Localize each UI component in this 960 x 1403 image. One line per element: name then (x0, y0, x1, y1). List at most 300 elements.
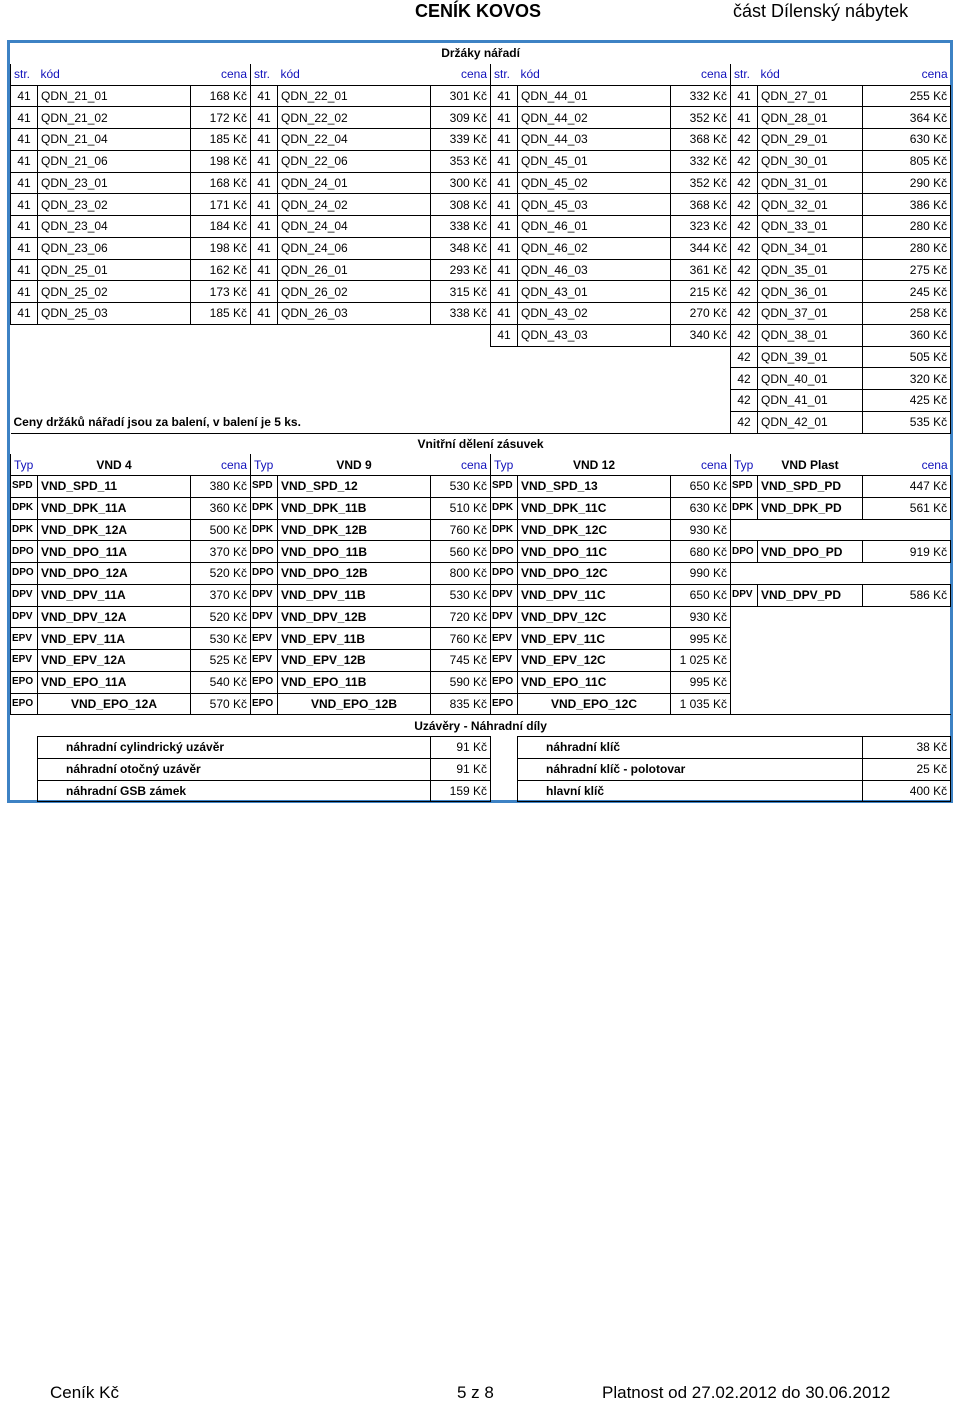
holders-row (11, 85, 951, 107)
divider-price: 650 Kč (671, 584, 731, 606)
divider-code: VND_DPO_12C (518, 563, 671, 585)
holder-page: 41 (251, 237, 278, 259)
holder-code: QDN_42_01 (758, 411, 863, 433)
section-title-row (11, 715, 951, 737)
dividers-row (11, 693, 951, 715)
divider-price: 930 Kč (671, 606, 731, 628)
empty-cell (431, 324, 491, 346)
divider-type: DPO (11, 541, 38, 563)
holder-code: QDN_31_01 (758, 172, 863, 194)
lock-item-name: náhradní cylindrický uzávěr (38, 737, 431, 759)
empty-cell (11, 737, 38, 759)
empty-cell (518, 368, 671, 390)
holder-page: 42 (731, 303, 758, 325)
holder-page: 41 (11, 237, 38, 259)
holders-row (11, 172, 951, 194)
column-header-code: kód (520, 67, 540, 82)
holder-code: QDN_34_01 (758, 237, 863, 259)
document-section: část Dílenský nábytek (733, 1, 909, 21)
holder-price: 368 Kč (671, 194, 731, 216)
divider-type: DPO (491, 563, 518, 585)
holder-price: 258 Kč (863, 303, 951, 325)
holder-price: 805 Kč (863, 150, 951, 172)
empty-cell (38, 346, 191, 368)
holder-code: QDN_43_02 (518, 303, 671, 325)
column-header-price: cena (460, 457, 487, 472)
holder-price: 352 Kč (671, 172, 731, 194)
empty-cell (251, 390, 278, 412)
column-header-group: VND 12 (572, 457, 616, 472)
dividers-row (11, 628, 951, 650)
holder-page: 41 (11, 303, 38, 325)
empty-cell (491, 390, 518, 412)
holder-page: 42 (731, 324, 758, 346)
divider-type: DPV (251, 606, 278, 628)
divider-code: VND_EPV_11B (278, 628, 431, 650)
holder-page: 41 (491, 324, 518, 346)
holder-price: 348 Kč (431, 237, 491, 259)
empty-cell (671, 390, 731, 412)
dividers-row (11, 671, 951, 693)
holder-price: 338 Kč (431, 303, 491, 325)
holder-code: QDN_43_03 (518, 324, 671, 346)
empty-cell (518, 390, 671, 412)
empty-cell (863, 693, 951, 715)
column-header-group: VND 4 (96, 457, 132, 472)
dividers-row (11, 497, 951, 519)
empty-cell (251, 324, 278, 346)
holder-code: QDN_22_06 (278, 150, 431, 172)
holder-page: 41 (11, 129, 38, 151)
divider-type: SPD (491, 476, 518, 498)
holders-column-header-row (11, 64, 951, 85)
holder-page: 41 (491, 150, 518, 172)
column-header-page: str. (251, 64, 278, 85)
holder-code: QDN_43_01 (518, 281, 671, 303)
holder-code: QDN_24_02 (278, 194, 431, 216)
holder-price: 184 Kč (191, 216, 251, 238)
empty-cell (11, 390, 38, 412)
holder-page: 41 (251, 194, 278, 216)
divider-type: EPV (11, 628, 38, 650)
holder-page: 41 (491, 172, 518, 194)
divider-code: VND_EPO_12B (278, 693, 431, 715)
empty-cell (38, 390, 191, 412)
divider-price: 835 Kč (431, 693, 491, 715)
holder-page: 42 (731, 216, 758, 238)
divider-type: DPV (11, 606, 38, 628)
divider-code: VND_DPK_11A (38, 497, 191, 519)
locks-section-title: Uzávěry - Náhradní díly (11, 715, 951, 737)
holder-price: 535 Kč (863, 411, 951, 433)
holder-price: 168 Kč (191, 85, 251, 107)
divider-code: VND_SPD_12 (278, 476, 431, 498)
divider-type: EPO (491, 671, 518, 693)
holder-page: 41 (11, 85, 38, 107)
divider-code: VND_DPK_11C (518, 497, 671, 519)
holder-price: 168 Kč (191, 172, 251, 194)
divider-type: DPK (11, 497, 38, 519)
empty-cell (491, 737, 518, 759)
holder-code: QDN_33_01 (758, 216, 863, 238)
footer-currency: Ceník Kč (50, 1383, 119, 1402)
holder-price: 332 Kč (671, 85, 731, 107)
holders-row (11, 237, 951, 259)
empty-cell (491, 758, 518, 780)
empty-cell (731, 671, 758, 693)
divider-price: 590 Kč (431, 671, 491, 693)
divider-price: 760 Kč (431, 628, 491, 650)
holder-code: QDN_26_03 (278, 303, 431, 325)
divider-code: VND_DPO_12A (38, 563, 191, 585)
holder-page: 41 (251, 150, 278, 172)
divider-type: DPV (731, 584, 758, 606)
divider-type: DPO (731, 541, 758, 563)
empty-cell (491, 346, 518, 368)
holder-code: QDN_24_01 (278, 172, 431, 194)
holders-row (11, 194, 951, 216)
divider-price: 370 Kč (191, 541, 251, 563)
holder-price: 340 Kč (671, 324, 731, 346)
holder-price: 386 Kč (863, 194, 951, 216)
divider-code: VND_EPO_11A (38, 671, 191, 693)
holder-price: 290 Kč (863, 172, 951, 194)
column-header-price: cena (921, 67, 948, 82)
holder-price: 173 Kč (191, 281, 251, 303)
divider-price: 520 Kč (191, 563, 251, 585)
holder-page: 42 (731, 172, 758, 194)
holder-code: QDN_21_04 (38, 129, 191, 151)
divider-price: 561 Kč (863, 497, 951, 519)
divider-type: SPD (11, 476, 38, 498)
divider-price: 530 Kč (191, 628, 251, 650)
divider-type: DPV (11, 584, 38, 606)
holder-page: 42 (731, 411, 758, 433)
holder-price: 630 Kč (863, 129, 951, 151)
divider-price: 560 Kč (431, 541, 491, 563)
divider-price: 360 Kč (191, 497, 251, 519)
dividers-row (11, 476, 951, 498)
holder-code: QDN_22_02 (278, 107, 431, 129)
divider-price: 525 Kč (191, 650, 251, 672)
column-header-type: Typ (731, 454, 758, 475)
divider-price: 990 Kč (671, 563, 731, 585)
holder-code: QDN_44_01 (518, 85, 671, 107)
divider-type: DPK (491, 497, 518, 519)
empty-cell (491, 780, 518, 802)
divider-code: VND_DPO_11A (38, 541, 191, 563)
empty-cell (731, 606, 758, 628)
lock-item-price: 159 Kč (431, 780, 491, 802)
divider-code: VND_DPO_12B (278, 563, 431, 585)
empty-cell (38, 324, 191, 346)
holder-price: 308 Kč (431, 194, 491, 216)
divider-code: VND_EPV_12B (278, 650, 431, 672)
divider-price: 530 Kč (431, 476, 491, 498)
holder-price: 353 Kč (431, 150, 491, 172)
holder-page: 41 (491, 216, 518, 238)
holder-price: 185 Kč (191, 303, 251, 325)
divider-type: DPO (251, 541, 278, 563)
divider-code: VND_DPK_12B (278, 519, 431, 541)
holders-row (11, 107, 951, 129)
divider-code: VND_EPV_12C (518, 650, 671, 672)
holder-page: 41 (11, 216, 38, 238)
lock-item-name: hlavní klíč (518, 780, 863, 802)
holder-code: QDN_28_01 (758, 107, 863, 129)
holder-price: 162 Kč (191, 259, 251, 281)
divider-type: EPV (11, 650, 38, 672)
empty-cell (11, 324, 38, 346)
holder-price: 309 Kč (431, 107, 491, 129)
holder-code: QDN_23_02 (38, 194, 191, 216)
holder-price: 280 Kč (863, 237, 951, 259)
holder-page: 41 (491, 107, 518, 129)
empty-cell (731, 693, 758, 715)
holders-row (11, 281, 951, 303)
holders-note: Ceny držáků nářadí jsou za balení, v balení je 5 ks. (13, 414, 301, 429)
empty-cell (731, 628, 758, 650)
holder-code: QDN_23_06 (38, 237, 191, 259)
divider-price: 680 Kč (671, 541, 731, 563)
holders-row (11, 324, 951, 346)
divider-price: 510 Kč (431, 497, 491, 519)
holder-price: 185 Kč (191, 129, 251, 151)
divider-type: EPO (251, 671, 278, 693)
holder-price: 360 Kč (863, 324, 951, 346)
divider-code: VND_EPO_12A (38, 693, 191, 715)
dividers-row (11, 650, 951, 672)
empty-cell (758, 606, 863, 628)
holder-page: 41 (251, 281, 278, 303)
holder-price: 425 Kč (863, 390, 951, 412)
divider-price: 570 Kč (191, 693, 251, 715)
empty-cell (278, 324, 431, 346)
empty-cell (671, 368, 731, 390)
empty-cell (863, 628, 951, 650)
divider-code: VND_DPV_11A (38, 584, 191, 606)
empty-cell (431, 346, 491, 368)
divider-type: EPO (251, 693, 278, 715)
divider-price: 995 Kč (671, 628, 731, 650)
divider-type: DPK (251, 497, 278, 519)
empty-cell (863, 650, 951, 672)
empty-cell (191, 368, 251, 390)
holder-code: QDN_24_04 (278, 216, 431, 238)
divider-code: VND_SPD_PD (758, 476, 863, 498)
divider-type: DPO (251, 563, 278, 585)
divider-type: DPK (731, 497, 758, 519)
holder-page: 41 (11, 194, 38, 216)
holders-row (11, 216, 951, 238)
holder-price: 368 Kč (671, 129, 731, 151)
divider-code: VND_SPD_11 (38, 476, 191, 498)
column-header-price: cena (700, 457, 727, 472)
holder-code: QDN_39_01 (758, 346, 863, 368)
document-title: CENÍK KOVOS (415, 1, 542, 21)
holder-code: QDN_25_01 (38, 259, 191, 281)
divider-price: 500 Kč (191, 519, 251, 541)
column-header-code: kód (760, 67, 780, 82)
holder-price: 280 Kč (863, 216, 951, 238)
divider-price: 586 Kč (863, 584, 951, 606)
holder-page: 41 (251, 303, 278, 325)
empty-cell (863, 671, 951, 693)
holder-code: QDN_25_03 (38, 303, 191, 325)
holders-row (11, 411, 951, 433)
dividers-row (11, 606, 951, 628)
divider-type: SPD (731, 476, 758, 498)
holders-row (11, 390, 951, 412)
divider-price: 720 Kč (431, 606, 491, 628)
holder-page: 42 (731, 281, 758, 303)
holder-code: QDN_44_03 (518, 129, 671, 151)
empty-cell (758, 563, 863, 585)
column-header-group: VND 9 (336, 457, 372, 472)
holder-code: QDN_35_01 (758, 259, 863, 281)
divider-type: DPV (491, 606, 518, 628)
holder-price: 323 Kč (671, 216, 731, 238)
holder-code: QDN_46_03 (518, 259, 671, 281)
divider-type: DPO (11, 563, 38, 585)
holder-price: 215 Kč (671, 281, 731, 303)
column-header-type: Typ (11, 454, 38, 475)
holder-code: QDN_22_01 (278, 85, 431, 107)
dividers-row (11, 541, 951, 563)
locks-row (11, 737, 951, 759)
divider-price: 650 Kč (671, 476, 731, 498)
holder-price: 339 Kč (431, 129, 491, 151)
holder-price: 172 Kč (191, 107, 251, 129)
empty-cell (11, 346, 38, 368)
divider-price: 760 Kč (431, 519, 491, 541)
empty-cell (758, 693, 863, 715)
lock-item-price: 38 Kč (863, 737, 951, 759)
divider-price: 370 Kč (191, 584, 251, 606)
holder-page: 41 (11, 259, 38, 281)
holder-page: 42 (731, 390, 758, 412)
holder-code: QDN_40_01 (758, 368, 863, 390)
holder-price: 275 Kč (863, 259, 951, 281)
column-header-code: kód (40, 67, 60, 82)
divider-price: 530 Kč (431, 584, 491, 606)
holder-page: 42 (731, 368, 758, 390)
column-header-type: Typ (251, 454, 278, 475)
section-title-row (11, 433, 951, 454)
holder-code: QDN_21_06 (38, 150, 191, 172)
holder-price: 255 Kč (863, 85, 951, 107)
holder-page: 41 (491, 237, 518, 259)
holder-price: 338 Kč (431, 216, 491, 238)
dividers-column-header-row (11, 454, 951, 475)
holder-price: 361 Kč (671, 259, 731, 281)
holder-code: QDN_45_02 (518, 172, 671, 194)
holders-row (11, 346, 951, 368)
empty-cell (278, 346, 431, 368)
holder-price: 301 Kč (431, 85, 491, 107)
empty-cell (758, 628, 863, 650)
holder-code: QDN_21_01 (38, 85, 191, 107)
holder-code: QDN_41_01 (758, 390, 863, 412)
divider-code: VND_EPO_11C (518, 671, 671, 693)
divider-code: VND_EPO_12C (518, 693, 671, 715)
divider-code: VND_EPV_11C (518, 628, 671, 650)
holder-page: 41 (491, 129, 518, 151)
locks-row (11, 780, 951, 802)
column-header-price: cena (460, 67, 487, 82)
section-title-row (11, 43, 951, 64)
holder-page: 42 (731, 150, 758, 172)
column-header-group: VND Plast (781, 457, 839, 472)
holders-section-title: Držáky nářadí (441, 46, 520, 61)
empty-cell (38, 368, 191, 390)
holder-page: 41 (731, 107, 758, 129)
lock-item-name: náhradní otočný uzávěr (38, 758, 431, 780)
empty-cell (731, 519, 758, 541)
lock-item-price: 91 Kč (431, 737, 491, 759)
holder-code: QDN_37_01 (758, 303, 863, 325)
empty-cell (671, 346, 731, 368)
divider-code: VND_EPV_12A (38, 650, 191, 672)
empty-cell (518, 346, 671, 368)
divider-price: 745 Kč (431, 650, 491, 672)
empty-cell (191, 346, 251, 368)
holder-page: 41 (11, 172, 38, 194)
column-header-price: cena (220, 67, 247, 82)
holder-page: 41 (491, 303, 518, 325)
divider-type: DPK (251, 519, 278, 541)
empty-cell (863, 563, 951, 585)
holder-page: 41 (251, 129, 278, 151)
holder-code: QDN_26_02 (278, 281, 431, 303)
holder-page: 41 (251, 216, 278, 238)
holder-price: 505 Kč (863, 346, 951, 368)
holder-code: QDN_44_02 (518, 107, 671, 129)
holder-code: QDN_30_01 (758, 150, 863, 172)
divider-price: 540 Kč (191, 671, 251, 693)
divider-type: EPO (491, 693, 518, 715)
holders-row (11, 259, 951, 281)
divider-price: 800 Kč (431, 563, 491, 585)
divider-price: 1 025 Kč (671, 650, 731, 672)
empty-cell (191, 390, 251, 412)
holder-code: QDN_45_03 (518, 194, 671, 216)
holder-page: 41 (11, 281, 38, 303)
column-header-code: kód (280, 67, 300, 82)
divider-type: EPV (491, 650, 518, 672)
holder-code: QDN_36_01 (758, 281, 863, 303)
holder-price: 171 Kč (191, 194, 251, 216)
divider-code: VND_DPV_11C (518, 584, 671, 606)
holder-code: QDN_46_02 (518, 237, 671, 259)
empty-cell (191, 324, 251, 346)
dividers-row (11, 563, 951, 585)
divider-type: EPV (251, 650, 278, 672)
divider-code: VND_DPV_12B (278, 606, 431, 628)
divider-type: DPV (251, 584, 278, 606)
divider-code: VND_DPV_12C (518, 606, 671, 628)
holder-page: 42 (731, 259, 758, 281)
divider-type: DPK (491, 519, 518, 541)
holder-page: 41 (11, 107, 38, 129)
lock-item-price: 400 Kč (863, 780, 951, 802)
empty-cell (758, 650, 863, 672)
holder-price: 332 Kč (671, 150, 731, 172)
column-header-page: str. (491, 64, 518, 85)
holder-page: 41 (491, 281, 518, 303)
column-header-type: Typ (491, 454, 518, 475)
holder-price: 364 Kč (863, 107, 951, 129)
